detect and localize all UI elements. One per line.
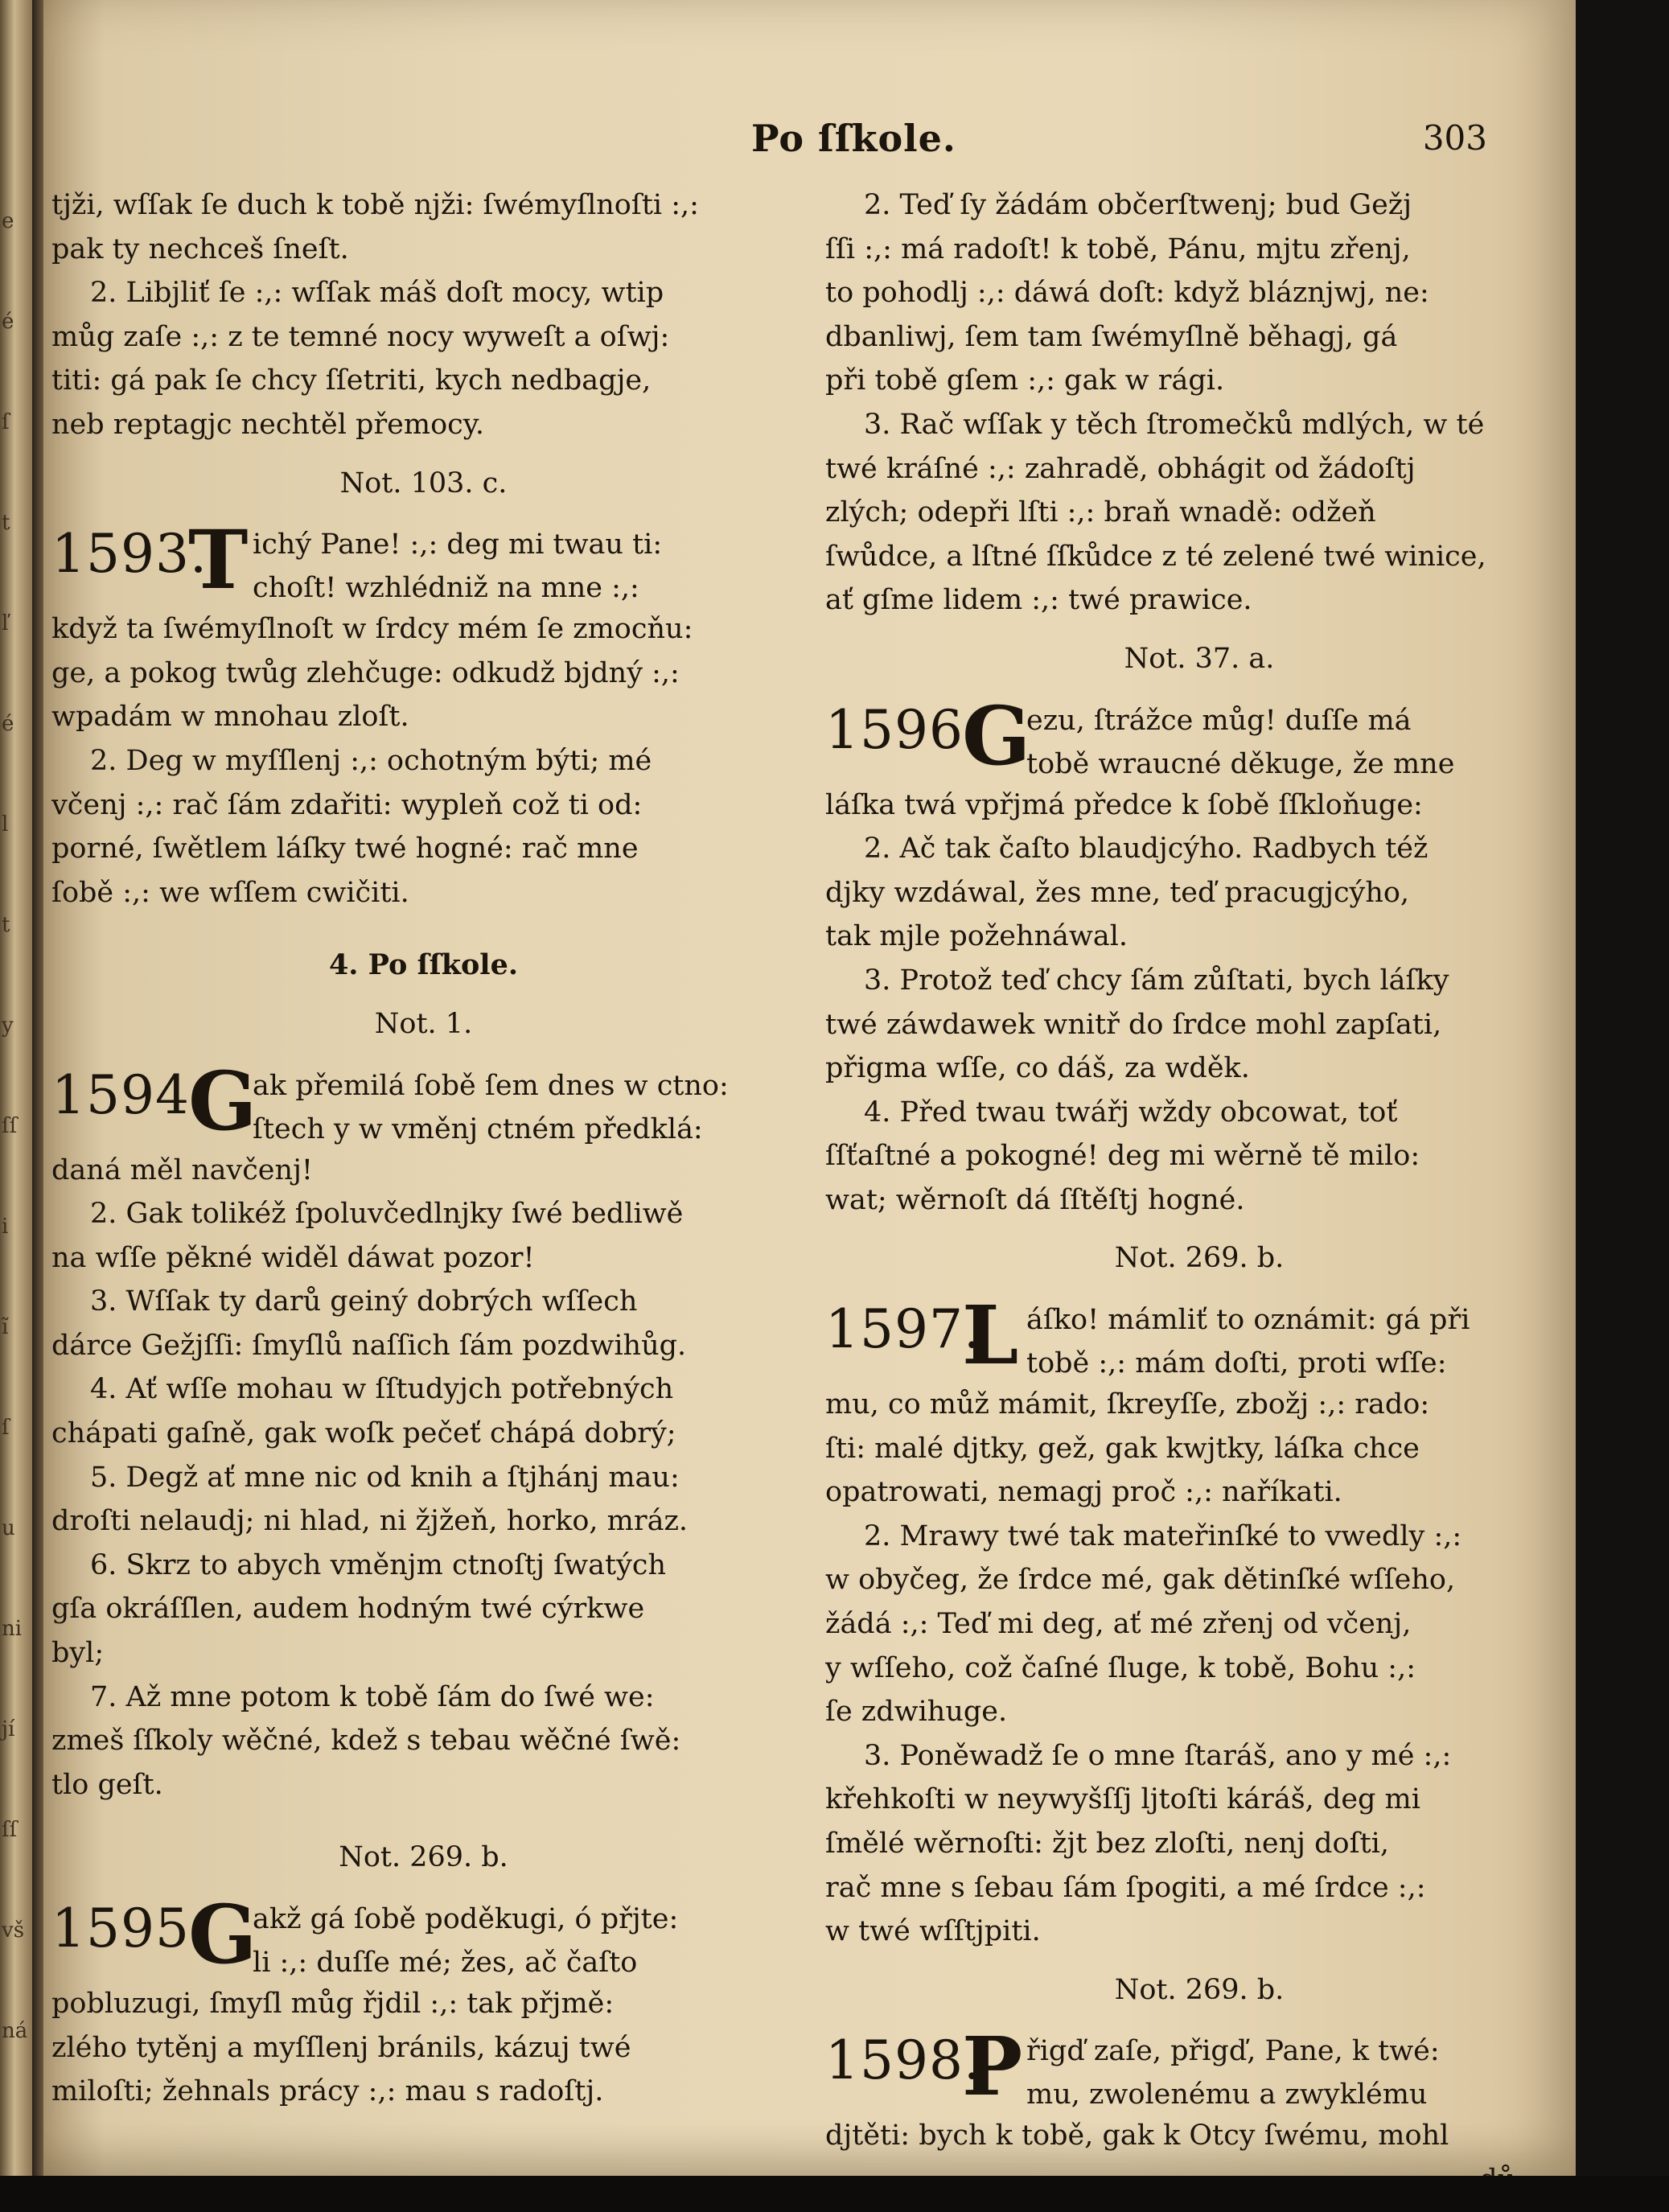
text-line: zmeš ſſkoly wěčné, kdež s tebau wěčné ſwě:	[51, 1725, 681, 1758]
text-line: tlo geſt.	[51, 1768, 163, 1801]
text-line: dárce Gežjſſi: ſmyſlů naſſich ſám pozdwihůg.	[51, 1329, 687, 1362]
drop-capital: G	[188, 1887, 257, 1982]
page-number: 303	[1422, 118, 1487, 158]
text-line: na wſſe pěkné widěl dáwat pozor!	[51, 1241, 535, 1274]
book-page	[43, 0, 1576, 2176]
text-line: žádá :,: Teď mi deg, ať mé zřenj od včenj,	[825, 1608, 1412, 1641]
hymn-number: 1596.	[825, 698, 981, 761]
text-line: zlých; odepři lſti :,: braň wnadě: odžeň	[825, 496, 1376, 529]
text-line: ak přemilá ſobě ſem dnes w ctno:	[253, 1069, 729, 1102]
text-line: 3. Rač wſſak y těch ſtromečků mdlých, w té	[864, 408, 1485, 441]
text-line: tak mjle požehnáwal.	[825, 920, 1128, 953]
text-line: včenj :,: rač ſám zdařiti: wypleň což ti od:	[51, 788, 643, 821]
melody-note: Not. 269. b.	[1114, 1973, 1285, 2006]
drop-capital: T	[188, 512, 249, 608]
text-line: 3. Poněwadž ſe o mne ſtaráš, ano y mé :,:	[864, 1739, 1452, 1772]
text-line: ſſťaſtné a pokogné! deg mi wěrně tě milo:	[825, 1140, 1420, 1173]
text-line: titi: gá pak ſe chcy ſſetriti, kych nedbagje,	[51, 364, 652, 397]
adjacent-page-fragment: l	[2, 812, 9, 837]
text-line: daná měl navčenj!	[51, 1153, 313, 1186]
melody-note: Not. 269. b.	[1114, 1242, 1285, 1275]
text-line: mu, zwolenému a zwyklému	[1026, 2078, 1428, 2111]
text-line: když ta ſwémyſlnoſt w ſrdcy mém ſe zmocňu:	[51, 613, 693, 646]
text-line: zlého tytěnj a myſſlenj bránils, kázuj twé	[51, 2031, 631, 2064]
text-line: ſobě :,: we wſſem cwičiti.	[51, 876, 409, 909]
text-line: ſwůdce, a lſtné ſſkůdce z té zelené twé winice,	[825, 540, 1486, 573]
adjacent-page-edge	[0, 0, 32, 2212]
text-line: přigma wſſe, co dáš, za wděk.	[825, 1052, 1250, 1085]
text-line: 5. Degž ať mne nic od knih a ſtjhánj mau:	[90, 1461, 680, 1494]
text-line: 4. Ať wſſe mohau w ſſtudyjch potřebných	[90, 1373, 674, 1406]
text-line: řigď zaſe, přigď, Pane, k twé:	[1026, 2035, 1440, 2068]
adjacent-page-fragment: ſſ	[2, 1818, 18, 1842]
drop-capital: P	[962, 2019, 1023, 2115]
text-line: 2. Deg w myſſlenj :,: ochotným býti; mé	[90, 744, 652, 777]
text-line: ichý Pane! :,: deg mi twau ti:	[253, 528, 663, 561]
text-line: miloſti; žehnals prácy :,: mau s radoſtj.	[51, 2075, 604, 2108]
hymn-opening-1596	[825, 688, 1573, 783]
text-line: twé záwdawek wnitř do ſrdce mohl zapſati,	[825, 1008, 1442, 1041]
text-line: láſka twá vpřjmá předce k ſobě ſſkloňuge:	[825, 788, 1423, 821]
text-line: dbanliwj, ſem tam ſwémyſlně běhagj, gá	[825, 320, 1398, 353]
text-line: w obyčeg, že ſrdce mé, gak dětinſké wſſeho,	[825, 1564, 1456, 1597]
text-line: tjži, wſſak ſe duch k tobě njži: ſwémyſlnoſti :,:	[51, 189, 699, 221]
hymn-opening-1597	[825, 1288, 1573, 1384]
section-heading: 4. Po ſſkole.	[328, 948, 519, 982]
text-line: můg zaſe :,: z te temné nocy wyweſt a oſwj:	[51, 320, 670, 353]
text-line: choſt! wzhlédniž na mne :,:	[253, 572, 639, 605]
adjacent-page-fragment: é	[2, 712, 14, 736]
text-line: mu, co můž mámit, ſkreyſſe, zbožj :,: rado:	[825, 1388, 1430, 1421]
hymn-number: 1598.	[825, 2029, 981, 2092]
adjacent-page-fragment: t	[2, 511, 10, 535]
hymn-number: 1593.	[51, 523, 208, 586]
book-gutter	[32, 0, 43, 2212]
text-line: rač mne s ſebau ſám ſpogiti, a mé ſrdce :,:	[825, 1871, 1426, 1904]
adjacent-page-fragment: jí	[2, 1717, 15, 1741]
adjacent-page-fragment: i	[2, 1215, 9, 1239]
adjacent-page-fragment: ĩ	[2, 1315, 9, 1339]
adjacent-page-fragment: ľ	[2, 611, 9, 635]
text-line: 3. Protož teď chcy ſám zůſtati, bych láſky	[864, 964, 1449, 997]
text-line: w twé wſſtjpiti.	[825, 1915, 1041, 1948]
adjacent-page-fragment: e	[2, 209, 14, 233]
text-line: pobluzugi, ſmyſl můg řjdil :,: tak přjmě:	[51, 1988, 615, 2020]
hymn-number: 1597.	[825, 1298, 981, 1361]
text-line: ſti: malé djtky, gež, gak kwjtky, láſka chce	[825, 1432, 1420, 1465]
text-line: áſko! mámliť to oznámit: gá při	[1026, 1304, 1470, 1337]
adjacent-page-fragment: ſ	[2, 1416, 10, 1440]
hymn-opening-1594	[51, 1053, 795, 1149]
text-line: djtěti: bych k tobě, gak k Otcy ſwému, mohl	[825, 2119, 1449, 2152]
text-line: tobě wraucné děkuge, že mne	[1026, 747, 1455, 780]
text-line: droſti nelaudj; ni hlad, ni žjžeň, horko, mráz.	[51, 1505, 689, 1538]
text-line: y wſſeho, což čaſné ſluge, k tobě, Bohu :,:	[825, 1651, 1416, 1684]
adjacent-page-fragment: u	[2, 1516, 15, 1540]
text-line: 2. Teď ſy žádám občerſtwenj; bud Gežj	[864, 189, 1412, 221]
drop-capital: L	[962, 1288, 1019, 1384]
text-line: 2. Gak tolikéž ſpoluvčedlnjky ſwé bedliwě	[90, 1198, 684, 1231]
text-line: twé kráſné :,: zahradě, obhágit od žádoſtj	[825, 452, 1416, 485]
text-line: ſtech y w vměnj ctném předklá:	[253, 1112, 703, 1145]
text-line: ſe zdwihuge.	[825, 1696, 1008, 1729]
text-line: tobě :,: mám doſti, proti wſſe:	[1026, 1347, 1447, 1380]
melody-note: Not. 103. c.	[339, 467, 508, 500]
text-line: porné, ſwětlem láſky twé hogné: rač mne	[51, 833, 639, 865]
text-line: 6. Skrz to abych vměnjm ctnoſtj ſwatých	[90, 1548, 666, 1581]
left-column	[51, 183, 795, 2114]
text-line: to pohodlj :,: dáwá doſt: když bláznjwj, ne:	[825, 277, 1429, 310]
text-line: ať gſme lidem :,: twé prawice.	[825, 584, 1252, 617]
running-title: Po ſſkole.	[751, 117, 956, 160]
adjacent-page-fragment: ni	[2, 1617, 23, 1641]
adjacent-page-fragment: é	[2, 310, 14, 334]
text-line: akž gá ſobě poděkugi, ó přjte:	[253, 1903, 679, 1935]
adjacent-page-fragment: ſ	[2, 410, 10, 434]
text-line: wat; wěrnoſt dá ſſtěſtj hogné.	[825, 1183, 1245, 1216]
text-line: opatrowati, nemagj proč :,: naříkati.	[825, 1476, 1342, 1509]
text-line: ezu, ſtrážce můg! duſſe má	[1026, 704, 1412, 737]
text-line: neb reptagjc nechtěl přemocy.	[51, 408, 485, 441]
text-line: gſa okráſſlen, audem hodným twé cýrkwe	[51, 1593, 645, 1626]
melody-note: Not. 37. a.	[1124, 642, 1275, 675]
text-line: křehkoſti w neywyšſſj ljtoſti káráš, deg mi	[825, 1783, 1420, 1816]
adjacent-page-fragment: y	[2, 1013, 14, 1038]
text-line: wpadám w mnohau zloſt.	[51, 701, 409, 734]
page-header	[43, 117, 1576, 173]
text-line: 2. Ač tak čaſto blaudjcýho. Radbych též	[864, 833, 1429, 865]
drop-capital: G	[188, 1053, 257, 1149]
text-line: 4. Před twau twářj wždy obcowat, toť	[864, 1096, 1398, 1129]
scan-bottom-edge	[0, 2176, 1669, 2212]
text-line: pak ty nechceš ſneſt.	[51, 232, 349, 265]
hymn-opening-1593	[51, 512, 795, 608]
text-line: 3. Wſſak ty darů geiný dobrých wſſech	[90, 1285, 638, 1318]
hymn-opening-1598	[825, 2019, 1573, 2115]
text-line: 2. Libjliť ſe :,: wſſak máš doſt mocy, wtip	[90, 277, 664, 310]
adjacent-page-fragment: ſſ	[2, 1114, 18, 1138]
melody-note: Not. 269. b.	[339, 1841, 508, 1874]
hymn-opening-1595	[51, 1887, 795, 1982]
text-line: 7. Až mne potom k tobě ſám do ſwé we:	[90, 1680, 655, 1713]
hymn-number: 1595.	[51, 1897, 208, 1959]
adjacent-page-fragment: t	[2, 913, 10, 937]
text-line: při tobě gſem :,: gak w rági.	[825, 364, 1225, 397]
adjacent-page-fragment: ná	[2, 2019, 28, 2043]
text-line: byl;	[51, 1637, 105, 1670]
text-line: li :,: duſſe mé; žes, ač čaſto	[253, 1947, 638, 1979]
right-column	[825, 183, 1573, 2202]
text-line: ſſi :,: má radoſt! k tobě, Pánu, mjtu zřenj,	[825, 232, 1411, 265]
text-line: ſmělé wěrnoſti: žjt bez zloſti, nenj doſti,	[825, 1828, 1389, 1860]
text-line: 2. Mrawy twé tak mateřinſké to vwedly :,:	[864, 1519, 1462, 1552]
text-line: ge, a pokog twůg zlehčuge: odkudž bjdný :,:	[51, 656, 680, 689]
hymn-number: 1594.	[51, 1063, 208, 1126]
drop-capital: G	[962, 688, 1031, 783]
melody-note: Not. 1.	[374, 1007, 473, 1040]
text-line: chápati gaſně, gak woſk pečeť chápá dobrý;	[51, 1417, 676, 1450]
text-line: djky wzdáwal, žes mne, teď pracugjcýho,	[825, 876, 1410, 909]
adjacent-page-fragment: vš	[2, 1918, 25, 1943]
